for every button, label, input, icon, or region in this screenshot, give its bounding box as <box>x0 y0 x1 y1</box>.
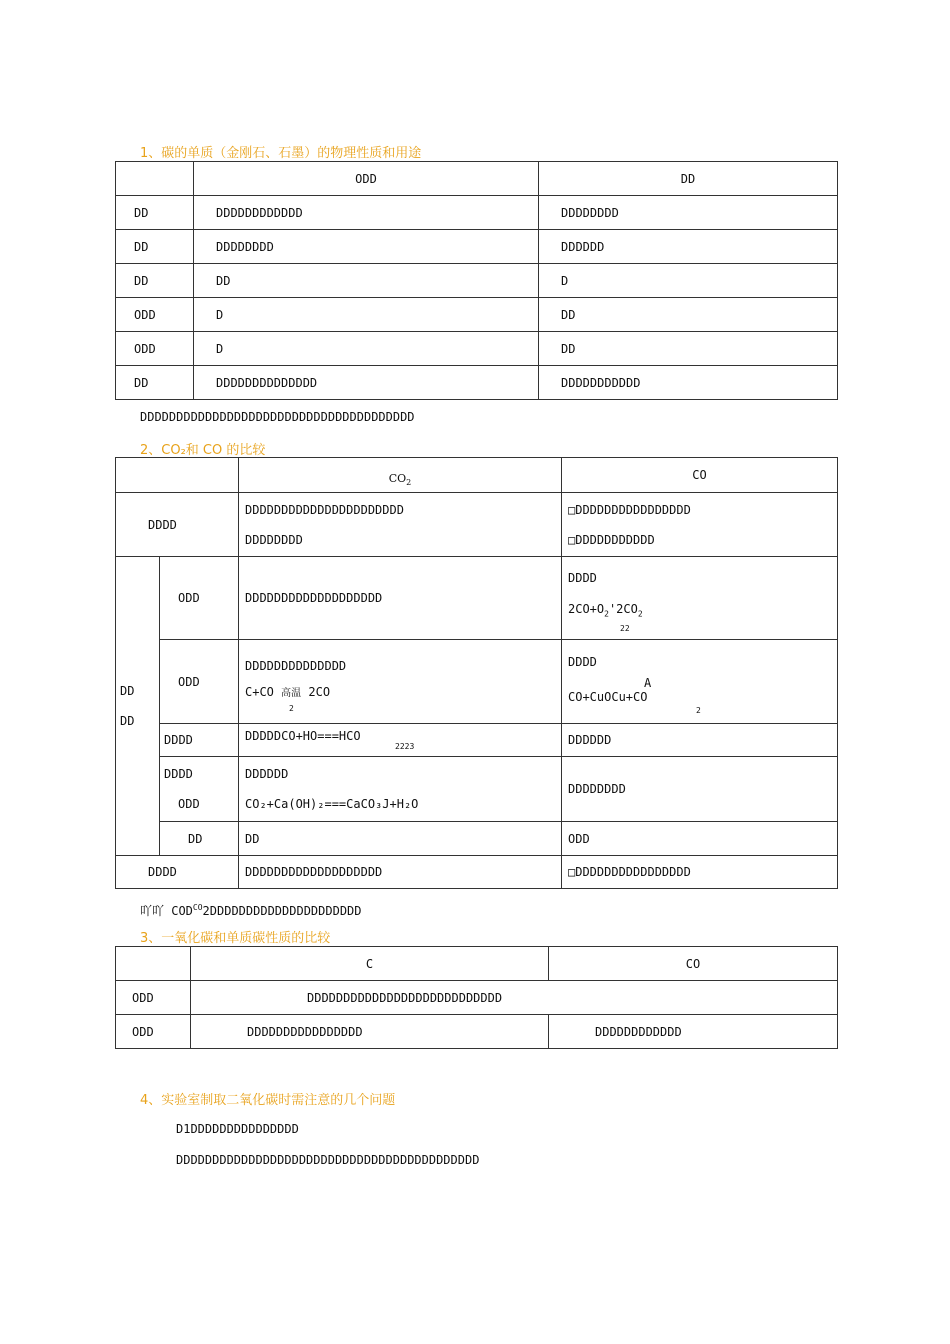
section2-note-sup: CO <box>192 903 203 912</box>
table2-group-label <box>116 557 160 856</box>
table2-row2-co-eq-b: '2CO <box>608 602 638 617</box>
section2-note-prefix: 吖吖 COD <box>140 904 193 918</box>
carbon-allotropes-table <box>115 161 838 400</box>
table2-row5-co: DDDDDDDD <box>562 757 838 822</box>
table2-row2-co-eq-a-sub: 2 <box>604 609 609 619</box>
table-row <box>116 230 838 264</box>
table2-row2-label: ODD <box>160 557 239 640</box>
table2-row4-co: DDDDDD <box>562 724 838 757</box>
table1-row1-diamond: DDDDDDDDDDDD <box>194 196 539 230</box>
table-row <box>116 724 838 757</box>
table2-row2-co <box>562 557 838 640</box>
table3-row1-label: ODD <box>116 981 191 1015</box>
table1-row4-graphite: DD <box>539 298 838 332</box>
table3-row2-co: DDDDDDDDDDDD <box>549 1015 838 1049</box>
table-row <box>116 981 838 1015</box>
table2-row6-co: ODD <box>562 822 838 856</box>
table2-row7-co: □DDDDDDDDDDDDDDDD <box>562 856 838 889</box>
table1-header-graphite: DD <box>539 162 838 196</box>
table2-row3-co2-eq-tail: 2CO <box>308 684 331 699</box>
table1-row2-diamond: DDDDDDDD <box>194 230 539 264</box>
table2-row2-co2: DDDDDDDDDDDDDDDDDDD <box>239 557 562 640</box>
table2-row4-co2 <box>239 724 562 757</box>
table-row <box>116 332 838 366</box>
table-row <box>116 640 838 724</box>
table2-row4-label: DDDD <box>160 724 239 757</box>
table-row <box>116 557 838 640</box>
table2-row2-co-eq-a: 2CO+O <box>568 602 605 617</box>
table2-row5-co2 <box>239 757 562 822</box>
table2-row3-co2-equation <box>245 681 555 705</box>
table1-row6-diamond: DDDDDDDDDDDDDD <box>194 366 539 400</box>
table2-group-label-line1: DD <box>120 684 135 698</box>
table2-row6-label: DD <box>160 822 239 856</box>
table1-row4-label: ODD <box>116 298 194 332</box>
table1-row3-graphite: D <box>539 264 838 298</box>
table2-row3-co-eq-sub: 2 <box>696 705 701 715</box>
table2-row2-co-eq-tail: 22 <box>620 623 630 633</box>
section4-heading: 4、实验室制取二氧化碳时需注意的几个问题 <box>140 1093 396 1108</box>
table1-row5-label: ODD <box>116 332 194 366</box>
table-row <box>116 856 838 889</box>
table2-row3-co <box>562 640 838 724</box>
table2-row3-co2-line1: DDDDDDDDDDDDDD <box>245 658 347 673</box>
co2-co-comparison-table <box>115 457 838 889</box>
table2-row5-label-line1: DDDD <box>164 767 193 781</box>
section2-heading: 2、CO₂和 CO 的比较 <box>140 443 266 458</box>
table-row <box>116 196 838 230</box>
table1-row6-graphite: DDDDDDDDDDD <box>539 366 838 400</box>
table1-row6-label: DD <box>116 366 194 400</box>
table2-row1-co2-line2: DDDDDDDD <box>245 532 303 547</box>
c-co-comparison-table <box>115 946 838 1049</box>
table-row <box>116 1015 838 1049</box>
table3-row1-merged: DDDDDDDDDDDDDDDDDDDDDDDDDDD <box>191 981 838 1015</box>
table2-row2-co-eq-b-sub: 2 <box>637 609 643 619</box>
table1-row2-label: DD <box>116 230 194 264</box>
table2-row3-co-eq: CO+CuOCu+CO <box>568 689 648 704</box>
table-row <box>116 366 838 400</box>
section4-line2: DDDDDDDDDDDDDDDDDDDDDDDDDDDDDDDDDDDDDDDDDD <box>176 1153 480 1167</box>
table2-row3-co2-eq-sub: 2 <box>289 703 294 713</box>
table2-row3-co-eq-mark: A <box>644 675 652 690</box>
table1-header-blank <box>116 162 194 196</box>
table2-row1-co2 <box>239 493 562 557</box>
table-row <box>116 493 838 557</box>
table1-row2-graphite: DDDDDD <box>539 230 838 264</box>
table2-row1-co-line2: □DDDDDDDDDDD <box>568 532 655 547</box>
table2-row5-co2-eq: CO₂+Ca(OH)₂===CaCO₃J+H₂O <box>245 797 419 811</box>
section1-heading: 1、碳的单质（金刚石、石墨）的物理性质和用途 <box>140 146 422 161</box>
table2-row5-label <box>160 757 239 822</box>
table2-row6-co2: DD <box>239 822 562 856</box>
table2-row3-co2 <box>239 640 562 724</box>
table2-row3-co2-eq-mark: 高温 <box>281 687 302 699</box>
table1-row3-label: DD <box>116 264 194 298</box>
table2-header-co2-sub: 2 <box>406 478 412 488</box>
table2-row2-co-line1: DDDD <box>568 571 597 586</box>
section1-note: DDDDDDDDDDDDDDDDDDDDDDDDDDDDDDDDDDDDDD <box>140 410 415 424</box>
table2-row3-label: ODD <box>160 640 239 724</box>
table3-row2-label: ODD <box>116 1015 191 1049</box>
table1-row1-graphite: DDDDDDDD <box>539 196 838 230</box>
table2-row3-co2-eq: C+CO <box>245 684 274 699</box>
section3-heading: 3、一氧化碳和单质碳性质的比较 <box>140 931 331 946</box>
table2-row4-co2-text: DDDDDCO+HO===HCO <box>245 729 361 743</box>
table2-row7-label: DDDD <box>116 856 239 889</box>
table2-header-blank <box>116 458 239 493</box>
table2-header-co2-text: CO <box>388 472 407 486</box>
section2-note-rest: 2DDDDDDDDDDDDDDDDDDDDD <box>202 904 362 918</box>
table1-row5-graphite: DD <box>539 332 838 366</box>
table2-row5-label-line2: ODD <box>178 797 200 811</box>
table2-row1-co2-line1: DDDDDDDDDDDDDDDDDDDDDD <box>245 502 404 517</box>
table2-row1-co <box>562 493 838 557</box>
table2-row4-co2-tail: 2223 <box>395 742 415 751</box>
table2-row1-co-line1: □DDDDDDDDDDDDDDDD <box>568 502 691 517</box>
table1-header-diamond: ODD <box>194 162 539 196</box>
table3-header-co: CO <box>549 947 838 981</box>
table2-row2-co-equation <box>568 599 831 624</box>
table-row <box>116 264 838 298</box>
table2-header-co2 <box>239 458 562 493</box>
table2-row3-co-line1: DDDD <box>568 654 597 669</box>
table-row <box>116 822 838 856</box>
table2-row5-co2-line1: DDDDDD <box>245 767 289 781</box>
section4-line1: D1DDDDDDDDDDDDDDD <box>176 1122 299 1136</box>
table1-row5-diamond: D <box>194 332 539 366</box>
table2-row1-label: DDDD <box>116 493 239 557</box>
table3-header-c: C <box>191 947 549 981</box>
table2-group-label-line2: DD <box>120 714 135 728</box>
table1-row1-label: DD <box>116 196 194 230</box>
table2-row7-co2: DDDDDDDDDDDDDDDDDDD <box>239 856 562 889</box>
table3-header-blank <box>116 947 191 981</box>
table3-row2-c: DDDDDDDDDDDDDDDD <box>191 1015 549 1049</box>
table-row <box>116 298 838 332</box>
table1-row4-diamond: D <box>194 298 539 332</box>
table1-row3-diamond: DD <box>194 264 539 298</box>
table-row <box>116 757 838 822</box>
section2-note <box>140 902 362 919</box>
table2-header-co: CO <box>562 458 838 493</box>
